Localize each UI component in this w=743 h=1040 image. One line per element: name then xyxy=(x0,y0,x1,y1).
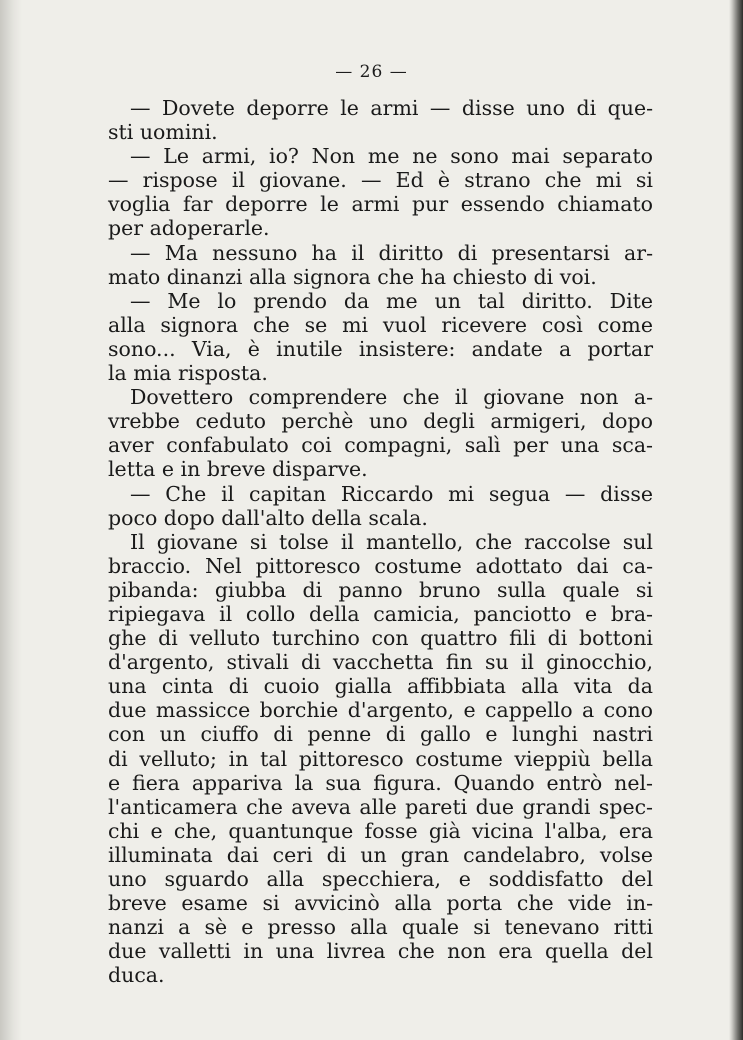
text-line: ripiegava il collo della camicia, panciotto e bra- xyxy=(108,601,653,626)
text-line: nanzi a sè e presso alla quale si tenevano ritti xyxy=(108,915,653,940)
text-line: e fiera appariva la sua figura. Quando entrò nel- xyxy=(108,770,653,795)
page-number: — 26 — xyxy=(335,62,408,82)
text-line: pibanda: giubba di panno bruno sulla quale si xyxy=(108,577,653,602)
text-line: due massicce borchie d'argento, e cappello a cono xyxy=(108,698,653,723)
text-line: letta e in breve disparve. xyxy=(108,457,368,482)
text-line: vrebbe ceduto perchè uno degli armigeri, dopo xyxy=(108,409,653,434)
text-line: ghe di velluto turchino con quattro fili di bottoni xyxy=(108,626,653,651)
text-line: la mia risposta. xyxy=(108,361,268,386)
text-line: per adoperarle. xyxy=(108,216,270,241)
text-line: illuminata dai ceri di un gran candelabro, volse xyxy=(108,842,653,867)
page-gutter-shadow xyxy=(0,0,22,1040)
text-line: aver confabulato coi compagni, salì per una sca- xyxy=(108,433,653,458)
text-line: Il giovane si tolse il mantello, che raccolse sul xyxy=(130,529,653,554)
text-line: poco dopo dall'alto della scala. xyxy=(108,505,428,530)
text-line: sti uomini. xyxy=(108,120,218,145)
text-line: l'anticamera che aveva alle pareti due grandi spec- xyxy=(108,794,653,819)
text-line: con un ciuffo di penne di gallo e lunghi nastri xyxy=(108,722,653,747)
text-line: — Che il capitan Riccardo mi segua — disse xyxy=(130,481,653,506)
text-line: — Dovete deporre le armi — disse uno di que- xyxy=(130,96,653,120)
text-line: — Ma nessuno ha il diritto di presentarsi ar- xyxy=(130,240,653,265)
text-line: d'argento, stivali di vacchetta fin su il ginocchio, xyxy=(108,650,653,675)
text-line: chi e che, quantunque fosse già vicina l'alba, era xyxy=(108,818,653,843)
text-line: — Me lo prendo da me un tal diritto. Dite xyxy=(130,288,653,313)
text-line: una cinta di cuoio gialla affibbiata alla vita da xyxy=(108,674,653,699)
text-line: braccio. Nel pittoresco costume adottato dai ca- xyxy=(108,553,653,578)
text-line: sono... Via, è inutile insistere: andate a portar xyxy=(108,336,653,361)
text-line: duca. xyxy=(108,963,165,988)
text-line: due valletti in una livrea che non era quella del xyxy=(108,939,653,964)
text-line: mato dinanzi alla signora che ha chiesto di voi. xyxy=(108,264,597,289)
text-line: — rispose il giovane. — Ed è strano che mi si xyxy=(108,168,653,193)
page-edge-shadow xyxy=(729,0,743,1040)
text-line: voglia far deporre le armi pur essendo chiamato xyxy=(108,192,653,217)
text-line: Dovettero comprendere che il giovane non a- xyxy=(130,385,653,410)
text-line: — Le armi, io? Non me ne sono mai separato xyxy=(130,144,653,169)
text-line: di velluto; in tal pittoresco costume vieppiù bella xyxy=(108,746,653,771)
text-line: uno sguardo alla specchiera, e soddisfatto del xyxy=(108,867,653,891)
text-line: alla signora che se mi vuol ricevere così come xyxy=(108,312,653,337)
body-text xyxy=(108,96,653,987)
text-line: breve esame si avvicinò alla porta che vide in- xyxy=(108,891,653,916)
